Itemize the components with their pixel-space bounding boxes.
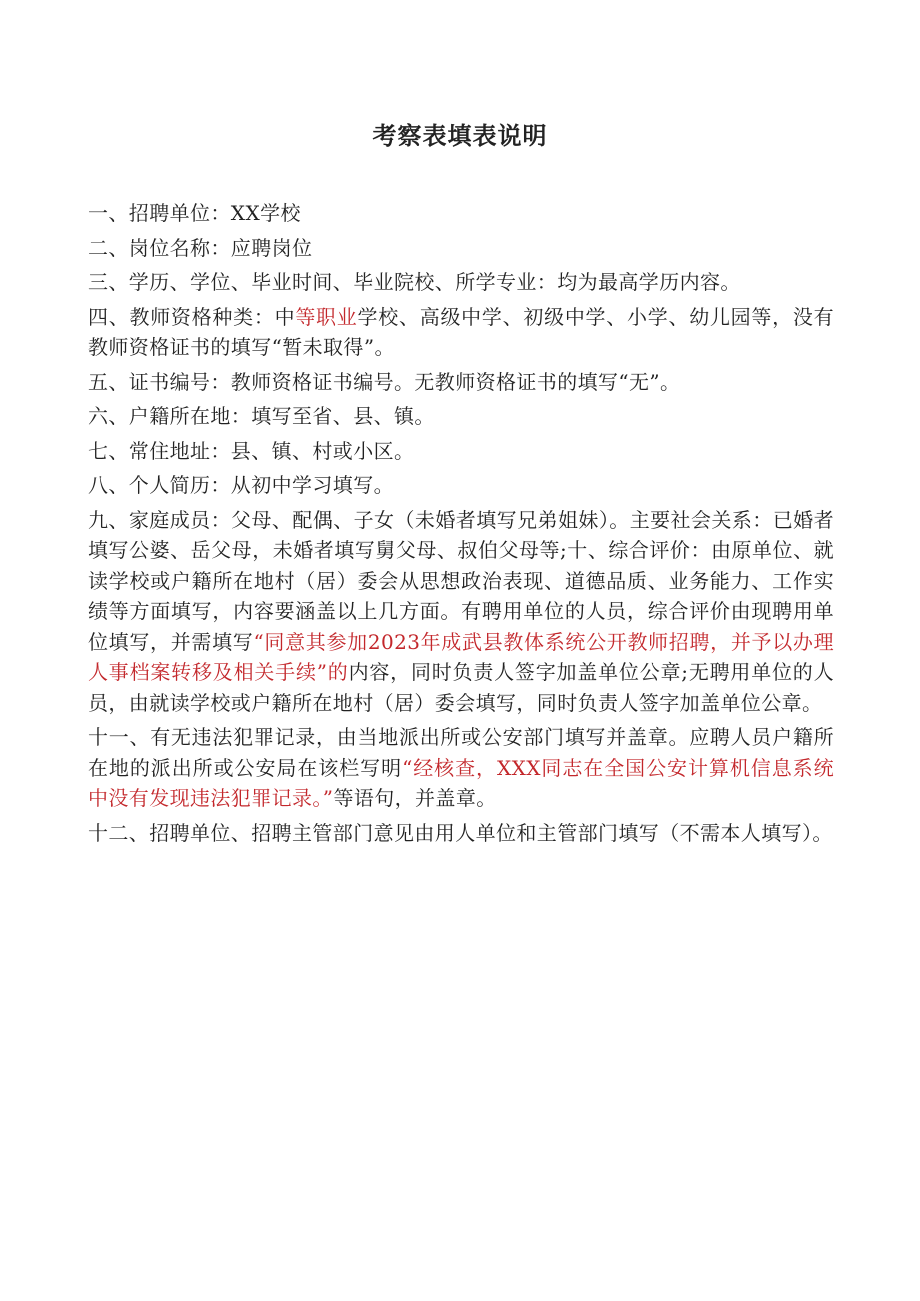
instruction-item-7: 七、常住地址：县、镇、村或小区。: [88, 438, 415, 463]
item-9-text-after: 内容，同时负责人签字加盖单位公章;无聘用单位的人员，由就读学校或户籍所在地村（居）委会填写，同时负责人签字加盖单位公章。: [88, 660, 834, 715]
item-4-text-before: 四、教师资格种类：中: [88, 304, 296, 329]
instruction-item-6: 六、户籍所在地：填写至省、县、镇。: [88, 404, 435, 428]
instruction-item-5: 五、证书编号：教师资格证书编号。无教师资格证书的填写“无”。: [88, 369, 681, 394]
document-body: [88, 198, 834, 852]
item-11-highlight: “经核查，XXX同志在全国公安计算机信息系统中没有发现违法犯罪记录。”: [88, 755, 835, 810]
document-title: 考察表填表说明: [372, 122, 548, 150]
item-11-text-after: 等语句，并盖章。: [333, 786, 497, 810]
item-4-highlight: 等职业: [295, 304, 358, 329]
item-9-text-before: 九、家庭成员：父母、配偶、子女（未婚者填写兄弟姐妹）。主要社会关系：已婚者填写公婆、岳父母，未婚者填写舅父母、叔伯父母等;十、综合评价：由原单位、就读学校或户籍所在地村（居）委会从思想政治表现、道德品质、业务能力、工作实绩等方面填写，内容要涵盖以上几方面。有聘用单位的人员，综合评价由现聘用单位填写，并需填写: [88, 507, 834, 654]
instruction-item-8: 八、个人简历：从初中学习填写。: [88, 473, 394, 497]
instruction-item-2: 二、岗位名称：应聘岗位: [88, 235, 313, 260]
instruction-item-1: 一、招聘单位：XX学校: [88, 201, 301, 225]
instruction-item-11: [88, 722, 834, 814]
instruction-item-3: 三、学历、学位、毕业时间、毕业院校、所学专业：均为最高学历内容。: [88, 270, 741, 294]
instruction-item-4: [88, 302, 834, 363]
instruction-item-12: 十二、招聘单位、招聘主管部门意见由用人单位和主管部门填写（不需本人填写）。: [88, 820, 833, 845]
instruction-item-9: [88, 505, 834, 719]
item-11-text-before: 十一、有无违法犯罪记录，由当地派出所或公安部门填写并盖章。应聘人员户籍所在地的派出所或公安局在该栏写明: [88, 725, 834, 780]
item-9-highlight: “同意其参加2023年成武县教体系统公开教师招聘，并予以办理人事档案转移及相关手续”的: [88, 629, 835, 684]
item-4-text-after: 学校、高级中学、初级中学、小学、幼儿园等，没有教师资格证书的填写“暂未取得”。: [88, 304, 835, 359]
